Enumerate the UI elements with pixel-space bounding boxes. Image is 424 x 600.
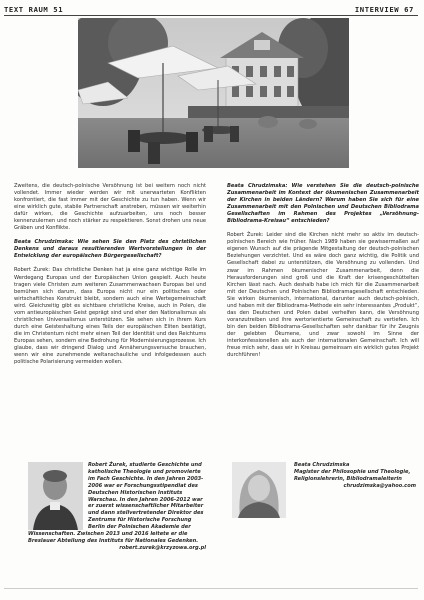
author-bio-zurek [28, 462, 206, 552]
running-header-left: TEXT RAUM 51 [4, 5, 64, 14]
right-paragraph-1: Robert Żurek: Leider sind die Kirchen nicht mehr so aktiv im deutsch-polnischen Bereich wie früher. Nach 1989 haben sie gewissermaßen auf eigenen Wunsch auf die prägende Mitgestaltung der deutsch-polnischen Beziehungen verzichtet. Und es wäre doch ganz wichtig, die Politik und Gesellschaft dabei zu unterstützen, die Versöhnung zu vollenden. Und zwar im Rahmen ökumenischer Zusammenarbeit, denn die Herausforderungen sind groß und die Kraft der krisengeschüttelten Kirchen lässt nach. Auch deshalb habe ich mich für die Zusammenarbeit mit der Deutschen und Polnischen Bibliodramagesellschaft entschieden. Sie wirken ökumenisch, international, darunter auch deutsch-polnisch, und haben mit der Bibliodrama-Methode ein sehr interessantes „Produkt“, das den Deutschen und Polen dabei verhelfen kann, die Versöhnung voranzutreiben und ihre wertorientierte Gemeinschaft zu vertiefen. Ich bin den beiden Bibliodrama-Gesellschaften sehr dankbar für ihr Zeugnis der gelebten Ökumene, und zwar sowohl im Sinne der interkonfessionellen als auch der internationalen Gemeinschaft. Ich will freue mich sehr, dass wir in Kreisau gemeinsam ein wirklich gutes Projekt durchführen! [227, 232, 419, 359]
article-photo [78, 18, 349, 168]
left-text-column [14, 183, 206, 373]
interview-question-2: Beata Chrudzimska: Wie verstehen Sie die deutsch-polnische Zusammenarbeit im Kontext der ökumenischen Zusammenarbeit der Kirchen in beiden Ländern? Warum haben Sie sich für eine Zusammenarbeit mit den Polnischen und Deutschen Bibliodrama Gesellschaften im Rahmen des Projektes „Versöhnung-Bibliodrama-Kreisau“ entschieden? [227, 183, 419, 225]
running-header-right: INTERVIEW 67 [354, 5, 414, 14]
left-paragraph-2: Robert Żurek: Das christliche Denken hat ja eine ganz wichtige Rolle im Werdegang Europas und der Europäischen Union gespielt. Auch heute tragen viele Christen zum weiteren Zusammenwachsen Europas bei und bemühen sich darum, dass Europa nicht nur ein politisches oder wirtschaftliches Konstrukt bleibt, sondern auch eine Wertegemeinschaft wird. Gleichzeitig gibt es sichtbare christliche Kreise, auch in Polen, die vom antieuropäischen Geist geprägt sind und eher den Nationalismus als christlichen Universalismus unterstützen. Sie sehen sich in ihrem Kurs durch eine Geisteshaltung eines Teils der europäischen Eliten bestätigt, die im Christentum nicht mehr einen Teil der Identität und des Reichtums Europas sehen, sondern eine Bedrohung für Modernisierungsprozesse. Ich glaube, dass wir dringend Dialog und Annäherungsversuche brauchen, wenn wir eine zunehmende weltanschauliche und infolgedessen auch politische Polarisierung vermeiden wollen. [14, 267, 206, 366]
bottom-rule [4, 588, 418, 589]
bio-name-chrudzimska: Beata Chrudzimska [294, 462, 350, 468]
portrait-photo-zurek [28, 462, 83, 530]
bio-text-zurek: Robert Żurek, studierte Geschichte und katholische Theologie und promovierte im Fach Geschichte. In den Jahren 2003-2006 war er Forschungsstipendiat des Deutschen Historischen Instituts Warschau. In den Jahren 2006-2012 war er zuerst wissenschaftlicher Mitarbeiter und dann stellvertretender Direktor des Zentrums für Historische Forschung Berlin der Polnischen Akademie der Wissenschaften. Zwischen 2013 und 2016 leitete er die Breslauer Abteilung des Instituts für Nationales Gedenken. [28, 462, 204, 544]
email-link-zurek[interactable]: robert.zurek@krzyzowa.org.pl [119, 544, 206, 551]
interview-question-1: Beata Chrudzimska: Wie sehen Sie den Platz des christlichen Denkens und daraus resultierenden Wertvorstellungen in der Entwicklung der europäischen Bürgergesellschaft? [14, 239, 206, 260]
avatar [28, 462, 83, 530]
header-rule [4, 15, 418, 16]
email-link-chrudzimska[interactable]: chrudzimska@yahoo.com [343, 482, 416, 489]
photo-illustration [78, 18, 349, 168]
portrait-photo-chrudzimska [232, 462, 286, 518]
left-paragraph-1: Zweitens, die deutsch-polnische Versöhnung ist bei weitem noch nicht vollendet. Immer wieder werden wir mit unerwarteten Konflikten konfrontiert, die fast immer mit der Geschichte zu tun haben. Wenn wir eine wirklich gute, stabile Partnerschaft anstreben, müssen wir weiterhin dafür wirken, die Geschichte aufzuarbeiten, uns noch besser kennenzulernen und noch stärker zu respektieren. Sonst drohen uns neue Gräben und Konflikte. [14, 183, 206, 232]
bio-text-chrudzimska: Magister der Philosophie und Theologie, Religionslehrerin, Bibliodramaleiterin [294, 468, 411, 482]
bio-text-block-chrudzimska [294, 462, 416, 490]
right-text-column [227, 183, 419, 366]
